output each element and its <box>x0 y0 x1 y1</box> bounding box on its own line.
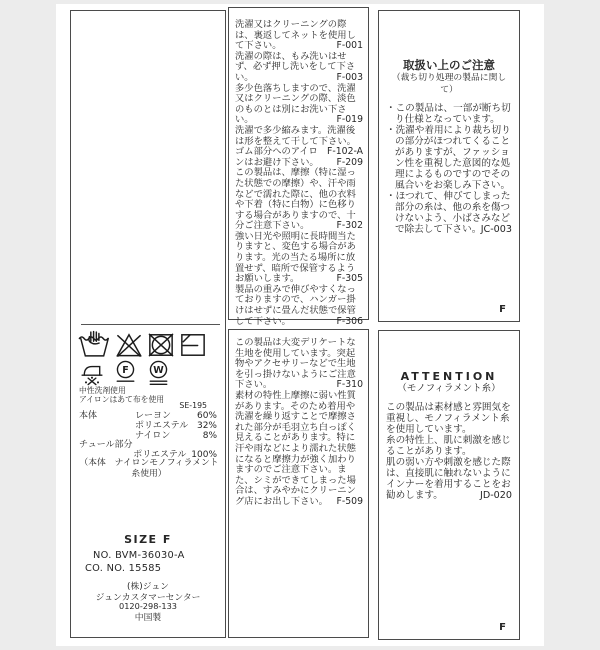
notice-bullet <box>386 125 512 191</box>
material-percent: 32% <box>196 420 217 431</box>
care-instruction <box>235 168 363 232</box>
attention-paragraph <box>386 457 512 501</box>
instruction-code: F-019 <box>336 114 363 126</box>
instruction-code: F-302 <box>336 220 363 232</box>
dry-clean-f-icon <box>114 360 137 386</box>
phone-number: 0120-298-133 <box>118 601 177 611</box>
do-not-tumble-dry-icon <box>147 332 175 358</box>
bullet-text: ・ほつれて、伸びてしまった部分の糸は、他の糸を傷つけないよう、小ばさみなどで除去して下さい。 <box>386 191 511 235</box>
do-not-bleach-icon <box>115 332 143 358</box>
composition-size-label <box>70 10 226 638</box>
care-instruction <box>235 285 363 327</box>
instruction-text: 製品の重みで伸びやすくなっておりますので、ハンガー掛けはせずに畳んだ状態で保管して下さい。 <box>235 283 356 327</box>
delicate-fabric-label <box>228 329 369 638</box>
notice-subtitle: （裁ち切り処理の製品に関して） <box>391 73 507 95</box>
instruction-text: この製品は大変デリケートな生地を使用しています。突起物やアクセサリーなどで生地を引っ掛けないようにご注意下さい。 <box>235 337 356 391</box>
material-name: ポリエステル <box>135 420 189 431</box>
material-name: ナイロン <box>135 430 171 441</box>
care-symbols-row-1 <box>78 330 207 358</box>
paragraph-text: この製品は素材感と雰囲気を重視し、モノフィラメント糸を使用しています。 <box>386 402 511 435</box>
iron-no-steam-icon <box>80 360 104 386</box>
care-instruction <box>235 391 363 508</box>
notice-bullet <box>386 191 512 235</box>
part-name: チュール部分 <box>79 440 133 451</box>
wash-instructions-label <box>228 7 369 327</box>
instruction-code: F-003 <box>336 71 363 83</box>
material-name: ポリエステル <box>133 450 187 461</box>
customer-center: ジュンカスタマーセンター <box>95 593 201 603</box>
instruction-code: F-102-A <box>327 146 363 158</box>
wet-clean-letter: W <box>153 365 164 376</box>
care-symbols-row-2 <box>80 360 170 386</box>
size-mark: F <box>499 622 506 633</box>
country-of-origin: 中国製 <box>134 613 162 623</box>
material-name: レーヨン <box>135 411 172 421</box>
notice-bullet <box>386 103 512 125</box>
instruction-text: 強い日光や照明に長時間当たりますと、変色する場合があります。光の当たる場所に放置せず、暗所で保管するようお願いします。 <box>235 230 356 285</box>
size-mark: F <box>499 304 506 315</box>
instruction-code: F-209 <box>336 156 363 168</box>
instruction-text: 素材の特性上摩擦に弱い性質があります。そのため着用や洗濯を繰り返すことで摩擦された部分が毛羽立ち白っぽく見えることがあります。特に汗や雨などにより濡れた状態になると摩擦力が強く加わりますのでご注意下さい。また、シミができてしまった場合は、すみやかにクリーニング店にお出し下さい。 <box>235 389 356 507</box>
bullet-code: JC-003 <box>480 224 512 235</box>
care-instruction <box>235 84 363 126</box>
instruction-text: 洗濯で多少縮みます。洗濯後は形を整えて干して下さい。 <box>235 124 356 147</box>
instruction-text: 洗濯の際は、もみ洗いはせず、必ず押し洗いをして下さい。 <box>235 50 356 83</box>
monofilament-note: （本体 ナイロンモノフィラメント糸使用） <box>79 458 219 479</box>
instruction-text: 多少色落ちしますので、洗濯又はクリーニングの際、淡色のものとは別にお洗い下さい。 <box>235 82 356 126</box>
paragraph-text: 糸の特性上、肌に刺激を感じることがあります。 <box>386 435 511 457</box>
label-fold-divider <box>81 324 220 325</box>
care-instruction <box>235 52 363 84</box>
part-name: 本体 <box>79 411 98 421</box>
bullet-text: ・洗濯や着用により裁ち切りの部分がほつれてくることがありますが、ファッション性を重視した意図的な処理によるものですのでその風合いをお楽しみ下さい。 <box>386 125 511 191</box>
instruction-code: F-305 <box>336 273 363 285</box>
attention-title: ATTENTION <box>400 370 498 383</box>
instruction-text: 洗濯又はクリーニングの際は、裏返してネットを使用して下さい。 <box>235 19 356 52</box>
care-instruction <box>235 20 363 52</box>
notice-title: 取扱い上のご注意 <box>403 58 495 72</box>
size-label: SIZE F <box>124 533 172 546</box>
instruction-text: ゴム部分へのアイロンはお避け下さい。 <box>235 146 319 168</box>
dry-flat-in-shade-icon <box>179 332 207 358</box>
attention-paragraph <box>386 435 512 457</box>
paragraph-code: JD-020 <box>480 490 512 501</box>
detergent-note: 中性洗剤使用 <box>79 386 126 395</box>
bullet-text: ・この製品は、一部が断ち切り仕様となっています。 <box>386 103 511 125</box>
part-name <box>79 422 135 432</box>
company-name: (株)ジュン <box>127 582 169 592</box>
instruction-text: この製品は、摩擦（特に湿った状態での摩擦）や、汗や雨などで濡れた際に、他の衣料や下着（特に白物）に色移りする場合がありますので、十分ご注意下さい。 <box>235 167 356 232</box>
wet-clean-w-icon <box>147 360 170 386</box>
attention-body <box>386 402 512 501</box>
dry-clean-letter: F <box>122 365 129 376</box>
attention-paragraph <box>386 402 512 435</box>
material-percent: 8% <box>202 430 217 441</box>
care-instruction <box>235 232 363 285</box>
quality-code: SE-195 <box>179 401 207 410</box>
instruction-code: F-310 <box>336 379 363 391</box>
material-percent: 60% <box>196 411 217 421</box>
notice-body <box>386 103 512 235</box>
attention-label <box>378 330 520 640</box>
co-number: CO. NO. 15585 <box>85 563 162 574</box>
instruction-code: F-001 <box>336 40 363 52</box>
fabric-composition-table <box>79 412 217 461</box>
attention-subtitle: （モノフィラメント糸） <box>397 383 501 394</box>
instruction-code: F-306 <box>336 315 363 327</box>
cut-edge-notice-label <box>378 10 520 322</box>
care-instruction <box>235 338 363 391</box>
iron-cloth-note: アイロンはあて布を使用 <box>79 395 165 404</box>
paragraph-text: 肌の弱い方や刺激を感じた際は、直接肌に触れないようにインナーを着用することをお勧めします。 <box>386 457 511 501</box>
item-number: NO. BVM-36030-A <box>93 550 185 561</box>
instruction-code: F-509 <box>336 495 363 507</box>
material-percent: 100% <box>191 450 217 461</box>
hand-wash-icon <box>78 330 111 358</box>
